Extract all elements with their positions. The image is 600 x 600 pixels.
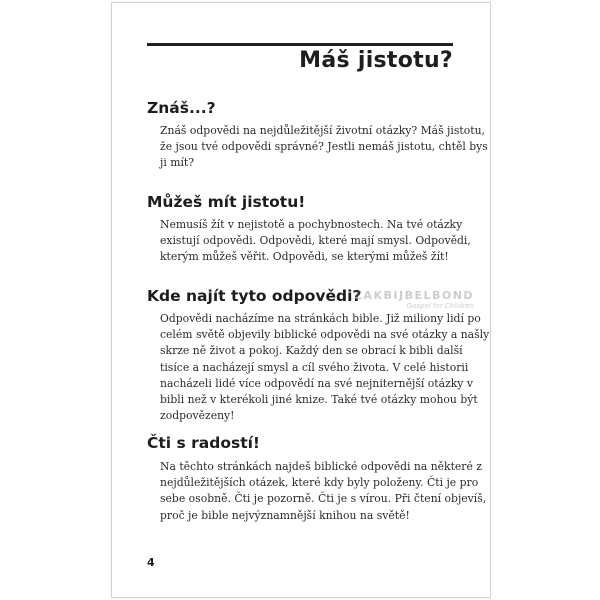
title-rule (147, 43, 453, 46)
paragraph-line: nacházeli lidé více odpovědí na své nejniternější otázky v (160, 376, 473, 390)
paragraph-line: existují odpovědi. Odpovědi, které mají smysl. Odpovědi, (160, 234, 471, 248)
paragraph-line: proč je bible nejvýznamnější knihou na světě! (160, 508, 410, 522)
paragraph-line: skrze ně život a pokoj. Každý den se obrací k bibli další (160, 344, 463, 358)
paragraph-line: Na těchto stránkách najdeš biblické odpovědi na některé z (160, 460, 482, 473)
paragraph-line: Znáš odpovědi na nejdůležitější životní otázky? Máš jistotu, (160, 124, 485, 137)
watermark-text: ZAKBIJBELBOND (354, 289, 475, 302)
section-paragraph-1 (160, 123, 488, 172)
paragraph-line: ji mít? (160, 156, 195, 170)
page-number: 4 (147, 556, 155, 569)
section-paragraph-3 (160, 311, 490, 424)
paragraph-line: Odpovědi nacházíme na stránkách bible. Již miliony lidí po (160, 312, 481, 325)
page-title: Máš jistotu? (299, 48, 453, 73)
section-paragraph-2 (160, 217, 471, 266)
paragraph-line: tisíce a nacházejí smysl a cíl svého života. V celé historii (160, 360, 469, 374)
paragraph-line: že jsou tvé odpovědi správné? Jestli nemáš jistotu, chtěl bys (160, 140, 488, 154)
watermark (354, 286, 474, 310)
paragraph-line: zodpovězeny! (160, 409, 235, 423)
paragraph-line: sebe osobně. Čti je pozorně. Čti je s vírou. Při čtení objevíš, (160, 492, 487, 506)
paragraph-line: nejdůležitějších otázek, které kdy byly položeny. Čti je pro (160, 476, 479, 490)
section-heading-3: Kde najít tyto odpovědi? (147, 287, 362, 305)
section-heading-1: Znáš...? (147, 99, 216, 117)
paragraph-line: Nemusíš žít v nejistotě a pochybnostech. Na tvé otázky (160, 218, 463, 231)
paragraph-line: celém světě objevily biblické odpovědi na své otázky a našly (160, 328, 490, 342)
paragraph-line: kterým můžeš věřit. Odpovědi, se kterými můžeš žít! (160, 250, 449, 264)
watermark-subtext: Gospel for Children (406, 302, 475, 310)
section-heading-4: Čti s radostí! (147, 434, 260, 452)
paragraph-line: bibli než v kterékoli jiné knize. Také tvé otázky mohou být (160, 393, 478, 407)
section-heading-2: Můžeš mít jistotu! (147, 193, 306, 211)
section-paragraph-4 (160, 459, 487, 524)
